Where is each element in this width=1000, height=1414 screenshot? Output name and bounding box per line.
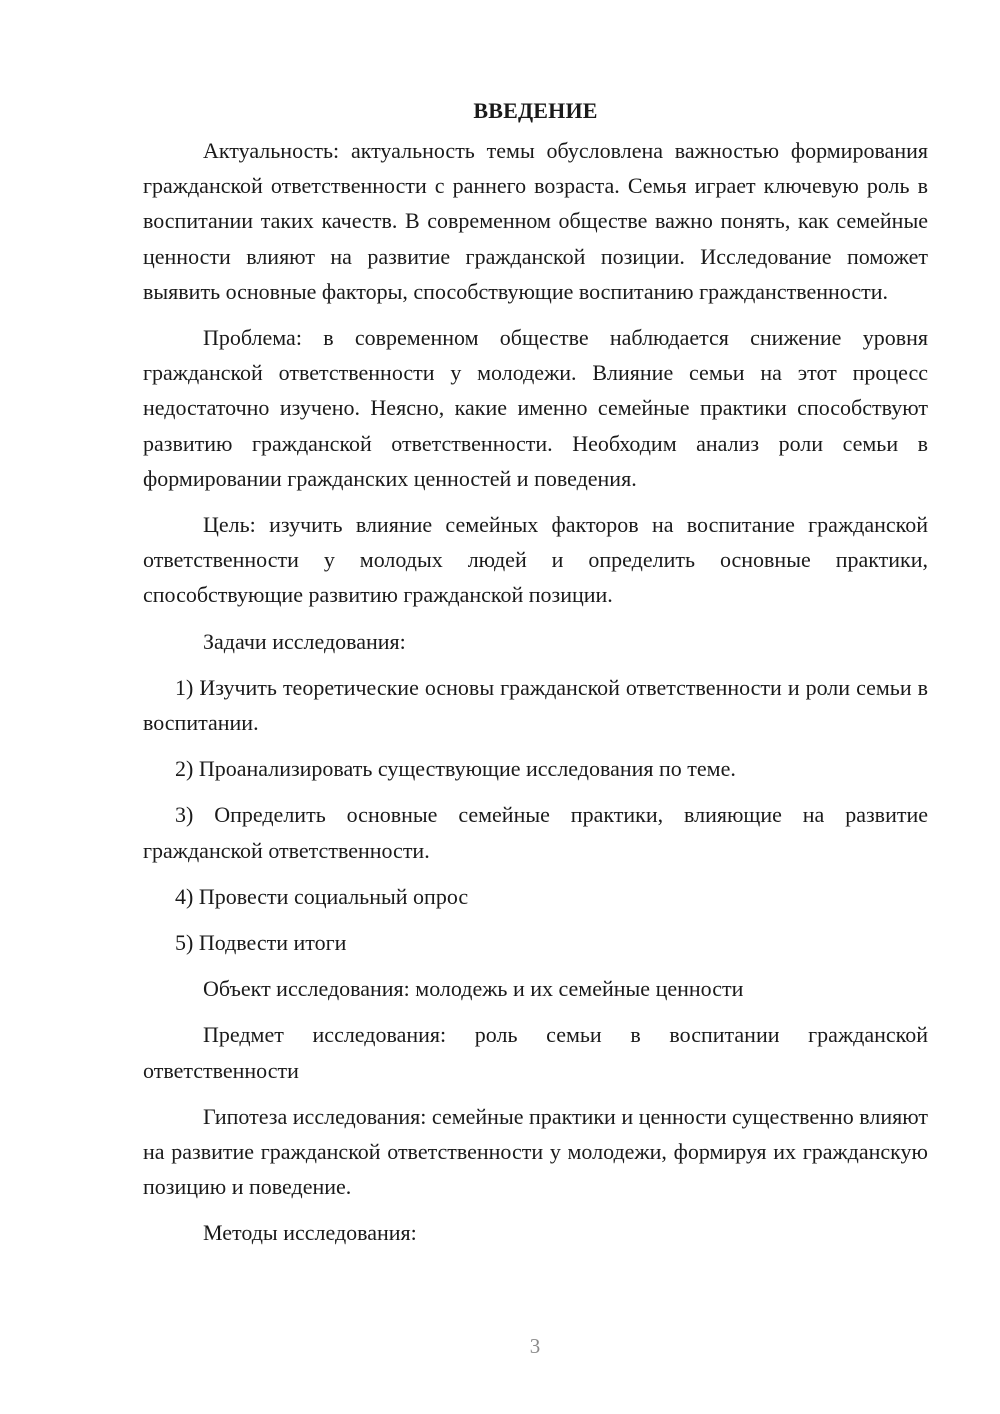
hypothesis-paragraph: Гипотеза исследования: семейные практики и ценности существенно влияют на развитие гражданской ответственности у молодежи, формируя их гражданскую позицию и поведение. bbox=[143, 1103, 928, 1200]
page-content bbox=[143, 96, 928, 1262]
task-item-1: 1) Изучить теоретические основы гражданской ответственности и роли семьи в воспитании. bbox=[143, 674, 928, 736]
tasks-heading: Задачи исследования: bbox=[203, 628, 406, 654]
object-paragraph: Объект исследования: молодежь и их семейные ценности bbox=[203, 976, 744, 1002]
subject-paragraph: Предмет исследования: роль семьи в воспитании гражданской ответственности bbox=[143, 1022, 928, 1083]
page-number: 3 bbox=[529, 1334, 541, 1358]
goal-paragraph: Цель: изучить влияние семейных факторов на воспитание гражданской ответственности у молодых людей и определить основные практики, способствующие развитию гражданской позиции. bbox=[143, 512, 928, 608]
methods-heading: Методы исследования: bbox=[203, 1220, 417, 1246]
task-item-2: 2) Проанализировать существующие исследования по теме. bbox=[175, 756, 736, 782]
task-item-4: 4) Провести социальный опрос bbox=[175, 883, 469, 909]
section-title: ВВЕДЕНИЕ bbox=[473, 98, 598, 123]
problem-paragraph: Проблема: в современном обществе наблюдается снижение уровня гражданской ответственности у молодежи. Влияние семьи на этот процесс недостаточно изучено. Неясно, какие именно семейные практики способствуют развитию гражданской ответственности. Необходим анализ роли семьи в формировании гражданских ценностей и поведения. bbox=[143, 325, 928, 491]
task-item-3: 3) Определить основные семейные практики, влияющие на развитие гражданской ответственности. bbox=[143, 802, 928, 863]
relevance-paragraph: Актуальность: актуальность темы обусловлена важностью формирования гражданской ответственности с раннего возраста. Семья играет ключевую роль в воспитании таких качеств. В современном обществе важно понять, как семейные ценности влияют на развитие гражданской позиции. Исследование поможет выявить основные факторы, способствующие воспитанию гражданственности. bbox=[143, 138, 928, 304]
task-item-5: 5) Подвести итоги bbox=[175, 930, 347, 956]
